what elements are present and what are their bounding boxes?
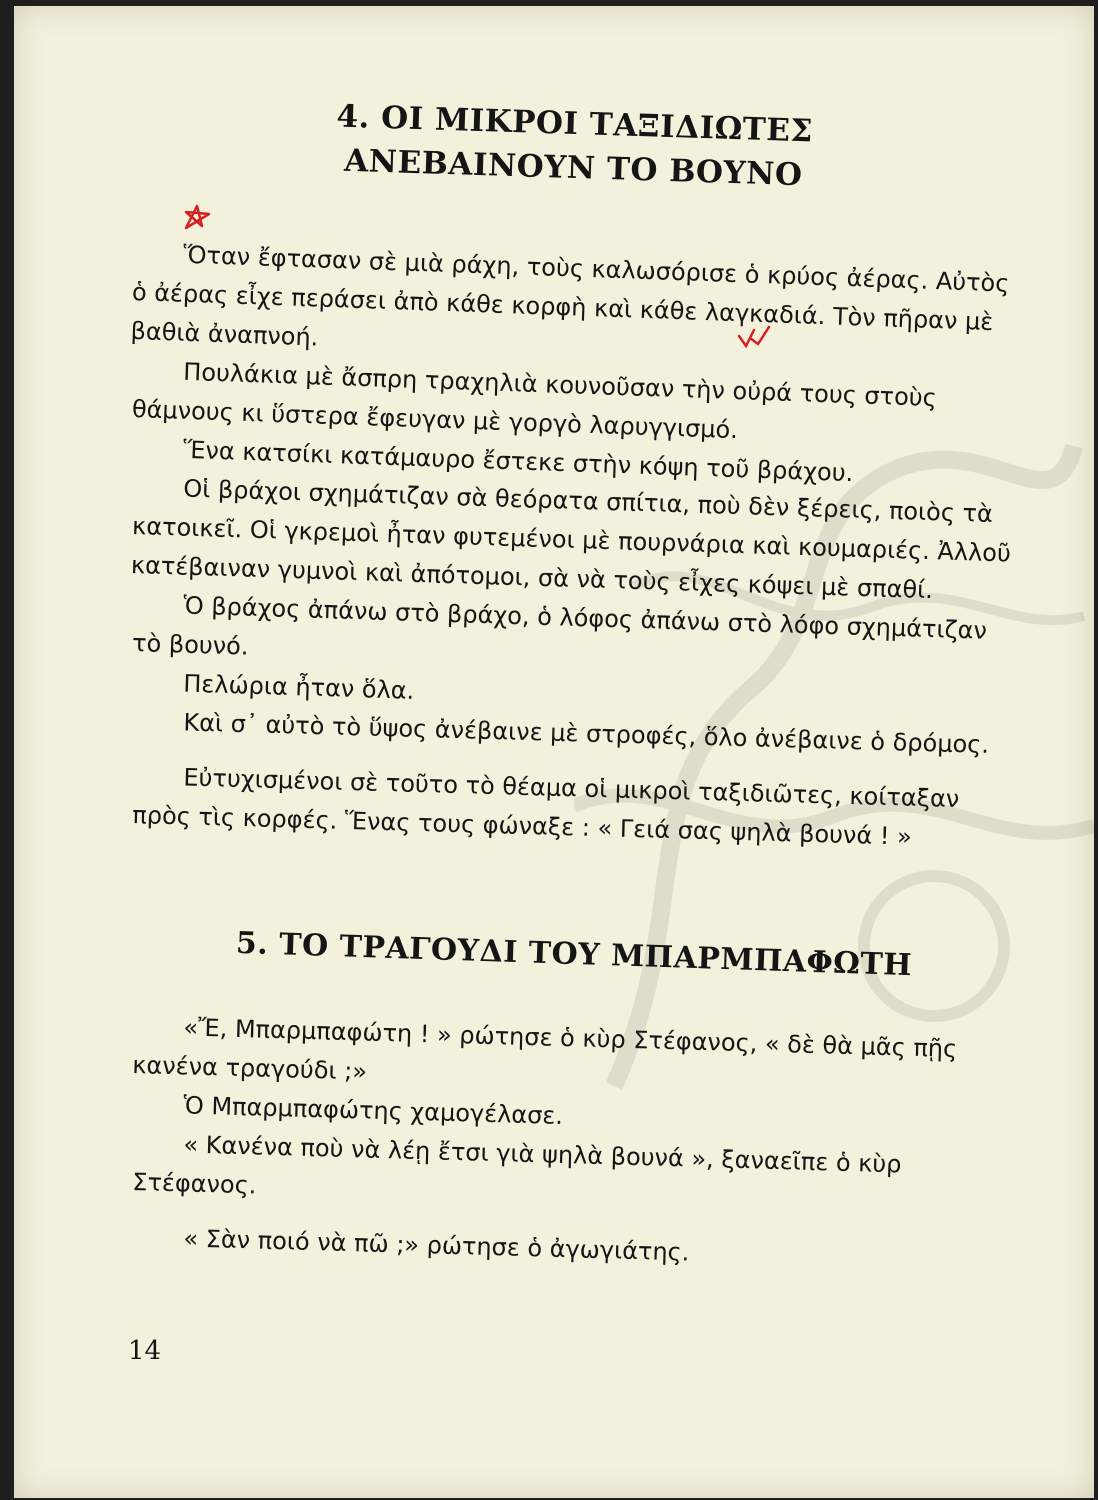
chapter-4-paragraph-7: Καὶ σ᾿ αὐτὸ τὸ ὕψος ἀνέβαινε μὲ στροφές, ὅλο ἀνέβαινε ὁ δρόμος. [183,708,990,759]
chapter-4-paragraph-3: Ἕνα κατσίκι κατάμαυρο ἔστεκε στὴν κόψη τοῦ βράχου. [182,435,854,488]
book-page [14,6,1094,1498]
page-text [130,98,1014,1267]
chapter-5-paragraph-3: « Κανένα ποὺ νὰ λέῃ ἔτσι γιὰ ψηλὰ βουνά », ξαναεῖπε ὁ κὺρ Στέφανος. [131,1130,902,1200]
page-number: 14 [128,1336,162,1366]
chapter-4-paragraph-1: Ὅταν ἔφτασαν σὲ μιὰ ράχη, τοὺς καλωσόρισε ὁ κρύος ἀέρας. Αὐτὸς ὁ ἀέρας εἶχε περάσει ἀπὸ κάθε κορφὴ καὶ κάθε λαγκαδιά. Τὸν πῆραν μὲ βαθιὰ ἀναπνοή. [130,240,1010,352]
chapter-4-title-line-1: 4. ΟΙ ΜΙΚΡΟΙ ΤΑΞΙΔΙΩΤΕΣ [335,98,814,150]
chapter-4-paragraph-4: Οἱ βράχοι σχημάτιζαν σὰ θεόρατα σπίτια, ποὺ δὲν ξέρεις, ποιὸς τὰ κατοικεῖ. Οἱ γκρεμοὶ ἦταν φυτεμένοι μὲ πουρνάρια καὶ κουμαριές. Ἀλλοῦ κατέβαιναν γυμνοὶ καὶ ἀπότομοι, σὰ νὰ τοὺς εἶχες κόψει μὲ σπαθί. [130,474,1012,605]
chapter-4-paragraph-8: Εὐτυχισμένοι σὲ τοῦτο τὸ θέαμα οἱ μικροὶ ταξιδιῶτες, κοίταξαν πρὸς τὶς κορφές. Ἕνας τους φώναξε : « Γειά σας ψηλὰ βουνά ! » [131,763,960,851]
chapter-5-paragraph-4: « Σὰν ποιό νὰ πῶ ;» ρώτησε ὁ ἀγωγιάτης. [183,1224,690,1267]
chapter-5-paragraph-1: «Ἔ, Μπαρμπαφώτη ! » ρώτησε ὁ κὺρ Στέφανος, « δὲ θὰ μᾶς πῇς κανένα τραγούδι ;» [131,1013,958,1086]
chapter-4-title [133,88,1015,204]
chapter-4-paragraph-6: Πελώρια ἦταν ὅλα. [182,669,415,705]
chapter-4-paragraph-5: Ὁ βράχος ἀπάνω στὸ βράχο, ὁ λόφος ἀπάνω στὸ λόφο σχημάτιζαν τὸ βουνό. [131,591,988,661]
chapter-4-paragraph-2: Πουλάκια μὲ ἄσπρη τραχηλιὰ κουνοῦσαν τὴν οὐρά τους στοὺς θάμνους κι ὕστερα ἔφευγαν μὲ γοργὸ λαρυγγισμό. [131,357,938,445]
chapter-4-title-line-2: ΑΝΕΒΑΙΝΟΥΝ ΤΟ ΒΟΥΝΟ [343,142,803,194]
chapter-5-title: 5. ΤΟ ΤΡΑΓΟΥΔΙ ΤΟΥ ΜΠΑΡΜΠΑΦΩΤΗ [235,925,913,984]
chapter-5-paragraph-2: Ὁ Μπαρμπαφώτης χαμογέλασε. [183,1091,564,1130]
